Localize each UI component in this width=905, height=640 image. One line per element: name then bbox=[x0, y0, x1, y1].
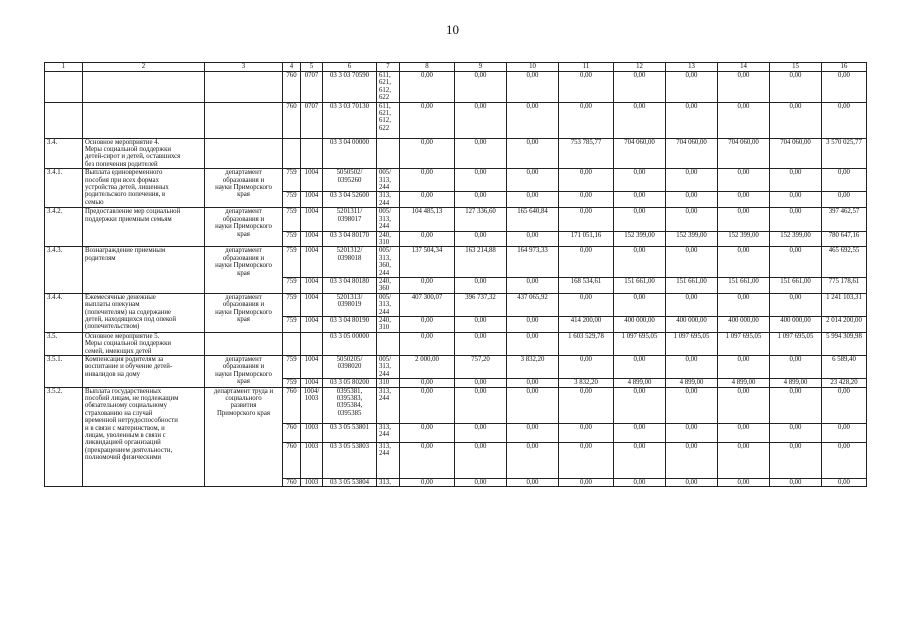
grbs-cell: 760 bbox=[283, 102, 301, 138]
grbs-cell: 759 bbox=[283, 293, 301, 316]
amount-cell: 0,00 bbox=[666, 356, 718, 379]
section-code-cell: 1003 bbox=[301, 423, 323, 442]
target-article-cell: 03 3 04 80190 bbox=[323, 316, 377, 332]
section-code-cell bbox=[301, 332, 323, 355]
amount-cell: 152 399,00 bbox=[666, 231, 718, 247]
amount-cell: 0,00 bbox=[666, 247, 718, 278]
expense-type-cell: 005/ 313, 244 bbox=[377, 208, 400, 231]
amount-cell: 151 661,00 bbox=[718, 277, 770, 293]
amount-cell: 0,00 bbox=[666, 72, 718, 103]
section-code-cell: 1004 bbox=[301, 379, 323, 387]
amount-cell: 0,00 bbox=[666, 169, 718, 192]
amount-cell: 0,00 bbox=[822, 102, 867, 138]
amount-cell: 0,00 bbox=[507, 332, 559, 355]
grbs-cell bbox=[283, 138, 301, 169]
amount-cell: 0,00 bbox=[455, 192, 507, 208]
amount-cell: 0,00 bbox=[455, 379, 507, 387]
column-number-row bbox=[45, 63, 867, 72]
amount-cell: 0,00 bbox=[822, 423, 867, 442]
expense-type-cell: 005/ 313, 244 bbox=[377, 293, 400, 316]
amount-cell: 0,00 bbox=[614, 247, 666, 278]
amount-cell: 704 060,00 bbox=[614, 138, 666, 169]
column-number: 13 bbox=[666, 63, 718, 72]
amount-cell: 0,00 bbox=[559, 442, 614, 478]
expense-type-cell: 310 bbox=[377, 379, 400, 387]
amount-cell: 163 214,88 bbox=[455, 247, 507, 278]
amount-cell: 104 485,13 bbox=[400, 208, 455, 231]
amount-cell: 0,00 bbox=[507, 277, 559, 293]
amount-cell: 0,00 bbox=[455, 316, 507, 332]
column-number: 10 bbox=[507, 63, 559, 72]
target-article-cell: 03 3 04 80170 bbox=[323, 231, 377, 247]
amount-cell: 0,00 bbox=[559, 72, 614, 103]
section-code-cell: 0707 bbox=[301, 102, 323, 138]
amount-cell: 400 000,00 bbox=[718, 316, 770, 332]
amount-cell: 0,00 bbox=[614, 356, 666, 379]
expense-type-cell: 313, 244 bbox=[377, 423, 400, 442]
amount-cell: 0,00 bbox=[507, 316, 559, 332]
executor-cell: департамент образования и науки Приморского края bbox=[205, 208, 283, 247]
section-code-cell: 1004 bbox=[301, 208, 323, 231]
amount-cell: 4 899,00 bbox=[718, 379, 770, 387]
target-article-cell: 03 3 04 00000 bbox=[323, 138, 377, 169]
amount-cell: 4 899,00 bbox=[666, 379, 718, 387]
expense-type-cell: 240, 360 bbox=[377, 277, 400, 293]
amount-cell: 0,00 bbox=[455, 169, 507, 192]
amount-cell: 1 097 695,05 bbox=[666, 332, 718, 355]
expense-type-cell: 005/ 313, 244 bbox=[377, 169, 400, 192]
amount-cell: 0,00 bbox=[455, 102, 507, 138]
amount-cell: 0,00 bbox=[559, 247, 614, 278]
table-body bbox=[45, 72, 867, 487]
amount-cell: 0,00 bbox=[718, 102, 770, 138]
amount-cell: 0,00 bbox=[559, 423, 614, 442]
column-number: 6 bbox=[323, 63, 377, 72]
amount-cell: 0,00 bbox=[770, 247, 822, 278]
amount-cell: 0,00 bbox=[666, 423, 718, 442]
amount-cell: 0,00 bbox=[666, 192, 718, 208]
amount-cell: 407 300,07 bbox=[400, 293, 455, 316]
amount-cell: 0,00 bbox=[507, 102, 559, 138]
amount-cell: 757,20 bbox=[455, 356, 507, 379]
grbs-cell: 759 bbox=[283, 247, 301, 278]
table-row bbox=[45, 387, 867, 423]
executor-cell: департамент труда и социального развития Приморского края bbox=[205, 387, 283, 486]
table-row bbox=[45, 138, 867, 169]
amount-cell: 0,00 bbox=[400, 277, 455, 293]
amount-cell: 704 060,00 bbox=[718, 138, 770, 169]
amount-cell: 414 200,00 bbox=[559, 316, 614, 332]
amount-cell: 0,00 bbox=[455, 387, 507, 423]
amount-cell: 0,00 bbox=[455, 332, 507, 355]
column-number: 12 bbox=[614, 63, 666, 72]
amount-cell: 0,00 bbox=[455, 478, 507, 486]
amount-cell: 4 899,00 bbox=[614, 379, 666, 387]
amount-cell: 0,00 bbox=[559, 356, 614, 379]
item-code-cell: 3.4. bbox=[45, 138, 83, 169]
amount-cell: 23 428,20 bbox=[822, 379, 867, 387]
amount-cell: 3 832,20 bbox=[507, 356, 559, 379]
amount-cell: 1 097 695,05 bbox=[770, 332, 822, 355]
item-name-cell: Вознаграждение приемным родителям bbox=[83, 247, 205, 293]
grbs-cell: 759 bbox=[283, 192, 301, 208]
item-code-cell: 3.4.4. bbox=[45, 293, 83, 332]
item-name-cell: Выплата единовременного пособия при всех формах устройства детей, лишенных родительского попечения, в семью bbox=[83, 169, 205, 208]
amount-cell: 5 994 309,98 bbox=[822, 332, 867, 355]
amount-cell: 0,00 bbox=[400, 231, 455, 247]
amount-cell: 152 399,00 bbox=[770, 231, 822, 247]
amount-cell: 0,00 bbox=[400, 72, 455, 103]
amount-cell: 152 399,00 bbox=[718, 231, 770, 247]
amount-cell: 0,00 bbox=[507, 231, 559, 247]
amount-cell: 0,00 bbox=[455, 72, 507, 103]
section-code-cell: 1004 bbox=[301, 277, 323, 293]
amount-cell: 0,00 bbox=[770, 208, 822, 231]
amount-cell: 0,00 bbox=[770, 169, 822, 192]
item-name-cell bbox=[83, 102, 205, 138]
executor-cell bbox=[205, 72, 283, 103]
grbs-cell: 760 bbox=[283, 423, 301, 442]
amount-cell: 2 014 200,00 bbox=[822, 316, 867, 332]
page-number: 10 bbox=[446, 22, 459, 37]
amount-cell: 0,00 bbox=[718, 442, 770, 478]
amount-cell: 0,00 bbox=[718, 387, 770, 423]
amount-cell: 0,00 bbox=[400, 423, 455, 442]
amount-cell: 1 241 103,31 bbox=[822, 293, 867, 316]
item-name-cell bbox=[83, 72, 205, 103]
amount-cell: 0,00 bbox=[400, 102, 455, 138]
amount-cell: 0,00 bbox=[614, 169, 666, 192]
amount-cell: 168 534,61 bbox=[559, 277, 614, 293]
amount-cell: 400 000,00 bbox=[770, 316, 822, 332]
item-code-cell bbox=[45, 72, 83, 103]
amount-cell: 0,00 bbox=[400, 478, 455, 486]
amount-cell: 0,00 bbox=[770, 478, 822, 486]
executor-cell: департамент образования и науки Приморского края bbox=[205, 169, 283, 208]
target-article-cell: 03 3 03 70590 bbox=[323, 72, 377, 103]
grbs-cell: 759 bbox=[283, 231, 301, 247]
section-code-cell: 1004 bbox=[301, 356, 323, 379]
item-code-cell: 3.4.2. bbox=[45, 208, 83, 247]
target-article-cell: 03 3 05 53801 bbox=[323, 423, 377, 442]
amount-cell: 0,00 bbox=[718, 192, 770, 208]
grbs-cell: 759 bbox=[283, 356, 301, 379]
amount-cell: 3 832,20 bbox=[559, 379, 614, 387]
amount-cell: 151 661,00 bbox=[666, 277, 718, 293]
column-number: 5 bbox=[301, 63, 323, 72]
item-code-cell bbox=[45, 102, 83, 138]
item-code-cell: 3.5.2. bbox=[45, 387, 83, 486]
target-article-cell: 03 3 05 00000 bbox=[323, 332, 377, 355]
executor-cell: департамент образования и науки Приморского края bbox=[205, 247, 283, 293]
table-row bbox=[45, 332, 867, 355]
amount-cell: 0,00 bbox=[718, 247, 770, 278]
amount-cell: 0,00 bbox=[614, 423, 666, 442]
amount-cell: 0,00 bbox=[455, 442, 507, 478]
expense-type-cell: 313, bbox=[377, 478, 400, 486]
target-article-cell: 0395381, 0395383, 0395384, 0395385 bbox=[323, 387, 377, 423]
amount-cell: 780 647,16 bbox=[822, 231, 867, 247]
item-code-cell: 3.4.3. bbox=[45, 247, 83, 293]
amount-cell: 0,00 bbox=[614, 387, 666, 423]
amount-cell: 0,00 bbox=[770, 387, 822, 423]
amount-cell: 0,00 bbox=[718, 72, 770, 103]
amount-cell: 0,00 bbox=[770, 192, 822, 208]
amount-cell: 0,00 bbox=[666, 478, 718, 486]
amount-cell: 0,00 bbox=[666, 102, 718, 138]
amount-cell: 4 899,00 bbox=[770, 379, 822, 387]
amount-cell: 0,00 bbox=[666, 293, 718, 316]
table-row bbox=[45, 169, 867, 192]
amount-cell: 0,00 bbox=[455, 277, 507, 293]
amount-cell: 0,00 bbox=[400, 387, 455, 423]
target-article-cell: 5201313/ 0398019 bbox=[323, 293, 377, 316]
executor-cell: департамент образования и науки Приморского края bbox=[205, 356, 283, 388]
amount-cell: 0,00 bbox=[507, 387, 559, 423]
item-name-cell: Предоставление мер социальной поддержки приемным семьям bbox=[83, 208, 205, 247]
amount-cell: 0,00 bbox=[400, 442, 455, 478]
amount-cell: 0,00 bbox=[614, 442, 666, 478]
table-row bbox=[45, 208, 867, 231]
amount-cell: 0,00 bbox=[614, 478, 666, 486]
amount-cell: 0,00 bbox=[822, 478, 867, 486]
expense-type-cell: 240, 310 bbox=[377, 316, 400, 332]
amount-cell: 0,00 bbox=[718, 423, 770, 442]
amount-cell: 0,00 bbox=[400, 192, 455, 208]
target-article-cell: 03 3 05 53804 bbox=[323, 478, 377, 486]
amount-cell: 0,00 bbox=[822, 169, 867, 192]
amount-cell: 165 640,84 bbox=[507, 208, 559, 231]
amount-cell: 0,00 bbox=[559, 102, 614, 138]
item-name-cell: Ежемесячные денежные выплаты опекунам (попечителям) на содержание детей, находящихся под опекой (попечительством) bbox=[83, 293, 205, 332]
item-name-cell: Основное мероприятие 5. Меры социальной поддержки семей, имеющих детей bbox=[83, 332, 205, 355]
executor-cell: департамент образования и науки Приморского края bbox=[205, 293, 283, 332]
amount-cell: 0,00 bbox=[718, 208, 770, 231]
column-number: 11 bbox=[559, 63, 614, 72]
grbs-cell: 760 bbox=[283, 387, 301, 423]
column-number: 8 bbox=[400, 63, 455, 72]
amount-cell: 151 661,00 bbox=[770, 277, 822, 293]
section-code-cell: 0707 bbox=[301, 72, 323, 103]
amount-cell: 0,00 bbox=[507, 72, 559, 103]
table-row bbox=[45, 247, 867, 278]
target-article-cell: 03 3 03 70130 bbox=[323, 102, 377, 138]
column-number: 2 bbox=[83, 63, 205, 72]
amount-cell: 0,00 bbox=[400, 379, 455, 387]
amount-cell: 0,00 bbox=[507, 169, 559, 192]
amount-cell: 0,00 bbox=[614, 102, 666, 138]
amount-cell: 0,00 bbox=[718, 169, 770, 192]
section-code-cell: 1003 bbox=[301, 478, 323, 486]
section-code-cell: 1004/ 1003 bbox=[301, 387, 323, 423]
expense-type-cell: 240, 310 bbox=[377, 231, 400, 247]
amount-cell: 396 737,32 bbox=[455, 293, 507, 316]
table-row bbox=[45, 293, 867, 316]
item-name-cell: Основное мероприятие 4. Меры социальной поддержки детей-сирот и детей, оставшихся без попечения родителей bbox=[83, 138, 205, 169]
amount-cell: 400 000,00 bbox=[666, 316, 718, 332]
amount-cell: 0,00 bbox=[507, 423, 559, 442]
amount-cell: 0,00 bbox=[614, 208, 666, 231]
amount-cell: 1 097 695,05 bbox=[614, 332, 666, 355]
amount-cell: 465 692,55 bbox=[822, 247, 867, 278]
section-code-cell: 1004 bbox=[301, 293, 323, 316]
target-article-cell: 5201311/ 0398017 bbox=[323, 208, 377, 231]
column-number: 4 bbox=[283, 63, 301, 72]
amount-cell: 137 504,34 bbox=[400, 247, 455, 278]
amount-cell: 0,00 bbox=[614, 293, 666, 316]
column-number: 14 bbox=[718, 63, 770, 72]
section-code-cell: 1004 bbox=[301, 316, 323, 332]
amount-cell: 0,00 bbox=[455, 423, 507, 442]
amount-cell: 127 336,60 bbox=[455, 208, 507, 231]
target-article-cell: 03 3 04 80180 bbox=[323, 277, 377, 293]
table-row bbox=[45, 356, 867, 379]
item-code-cell: 3.4.1. bbox=[45, 169, 83, 208]
target-article-cell: 5201312/ 0398018 bbox=[323, 247, 377, 278]
column-number: 1 bbox=[45, 63, 83, 72]
column-number: 16 bbox=[822, 63, 867, 72]
amount-cell: 3 570 025,77 bbox=[822, 138, 867, 169]
target-article-cell: 03 3 05 80200 bbox=[323, 379, 377, 387]
amount-cell: 0,00 bbox=[559, 169, 614, 192]
amount-cell: 397 462,57 bbox=[822, 208, 867, 231]
amount-cell: 6 589,40 bbox=[822, 356, 867, 379]
target-article-cell: 03 3 05 53803 bbox=[323, 442, 377, 478]
grbs-cell: 759 bbox=[283, 208, 301, 231]
section-code-cell: 1004 bbox=[301, 231, 323, 247]
target-article-cell: 5050502/ 0395260 bbox=[323, 169, 377, 192]
amount-cell: 0,00 bbox=[614, 72, 666, 103]
budget-table bbox=[44, 62, 867, 487]
section-code-cell bbox=[301, 138, 323, 169]
amount-cell: 0,00 bbox=[770, 423, 822, 442]
item-name-cell: Выплата государственных пособий лицам, не подлежащим обязательному социальному страхованию на случай временной нетрудоспособности и в связи с материнством, и лицам, уволенным в связи с ликвидацией организаций (прекращением деятельности, полномочий физическими bbox=[83, 387, 205, 486]
grbs-cell: 759 bbox=[283, 277, 301, 293]
grbs-cell: 759 bbox=[283, 316, 301, 332]
amount-cell: 0,00 bbox=[455, 138, 507, 169]
amount-cell: 0,00 bbox=[559, 192, 614, 208]
amount-cell: 0,00 bbox=[718, 293, 770, 316]
expense-type-cell: 313, 244 bbox=[377, 442, 400, 478]
expense-type-cell: 611, 621, 612, 622 bbox=[377, 102, 400, 138]
amount-cell: 437 065,92 bbox=[507, 293, 559, 316]
amount-cell: 0,00 bbox=[718, 478, 770, 486]
amount-cell: 0,00 bbox=[559, 478, 614, 486]
amount-cell: 753 785,77 bbox=[559, 138, 614, 169]
grbs-cell: 759 bbox=[283, 169, 301, 192]
section-code-cell: 1004 bbox=[301, 247, 323, 278]
amount-cell: 0,00 bbox=[507, 138, 559, 169]
expense-type-cell: 005/ 313, 360, 244 bbox=[377, 247, 400, 278]
amount-cell: 164 973,33 bbox=[507, 247, 559, 278]
column-number: 9 bbox=[455, 63, 507, 72]
amount-cell: 775 178,61 bbox=[822, 277, 867, 293]
amount-cell: 0,00 bbox=[614, 192, 666, 208]
amount-cell: 0,00 bbox=[770, 102, 822, 138]
amount-cell: 1 603 529,78 bbox=[559, 332, 614, 355]
amount-cell: 0,00 bbox=[822, 192, 867, 208]
amount-cell: 152 399,00 bbox=[614, 231, 666, 247]
amount-cell: 0,00 bbox=[400, 316, 455, 332]
item-code-cell: 3.5. bbox=[45, 332, 83, 355]
amount-cell: 0,00 bbox=[400, 332, 455, 355]
amount-cell: 0,00 bbox=[770, 293, 822, 316]
expense-type-cell bbox=[377, 138, 400, 169]
column-number: 15 bbox=[770, 63, 822, 72]
executor-cell bbox=[205, 332, 283, 355]
amount-cell: 0,00 bbox=[718, 356, 770, 379]
amount-cell: 0,00 bbox=[559, 208, 614, 231]
amount-cell: 0,00 bbox=[507, 192, 559, 208]
section-code-cell: 1004 bbox=[301, 192, 323, 208]
amount-cell: 0,00 bbox=[822, 442, 867, 478]
expense-type-cell: 005/ 313, 244 bbox=[377, 356, 400, 379]
executor-cell bbox=[205, 138, 283, 169]
amount-cell: 0,00 bbox=[559, 387, 614, 423]
section-code-cell: 1004 bbox=[301, 169, 323, 192]
amount-cell: 0,00 bbox=[770, 442, 822, 478]
grbs-cell bbox=[283, 332, 301, 355]
amount-cell: 0,00 bbox=[400, 138, 455, 169]
amount-cell: 0,00 bbox=[507, 478, 559, 486]
amount-cell: 1 097 695,05 bbox=[718, 332, 770, 355]
grbs-cell: 759 bbox=[283, 379, 301, 387]
item-name-cell: Компенсация родителям за воспитание и обучение детей- инвалидов на дому bbox=[83, 356, 205, 388]
column-number: 3 bbox=[205, 63, 283, 72]
amount-cell: 704 060,00 bbox=[666, 138, 718, 169]
amount-cell: 0,00 bbox=[507, 379, 559, 387]
amount-cell: 0,00 bbox=[559, 293, 614, 316]
target-article-cell: 03 3 04 52600 bbox=[323, 192, 377, 208]
target-article-cell: 5050205/ 0398020 bbox=[323, 356, 377, 379]
expense-type-cell bbox=[377, 332, 400, 355]
amount-cell: 0,00 bbox=[400, 169, 455, 192]
expense-type-cell: 611, 621, 612, 622 bbox=[377, 72, 400, 103]
amount-cell: 0,00 bbox=[666, 442, 718, 478]
amount-cell: 400 000,00 bbox=[614, 316, 666, 332]
expense-type-cell: 313, 244 bbox=[377, 387, 400, 423]
table-row bbox=[45, 102, 867, 138]
amount-cell: 0,00 bbox=[666, 387, 718, 423]
grbs-cell: 760 bbox=[283, 72, 301, 103]
executor-cell bbox=[205, 102, 283, 138]
item-code-cell: 3.5.1. bbox=[45, 356, 83, 388]
grbs-cell: 760 bbox=[283, 478, 301, 486]
amount-cell: 0,00 bbox=[455, 231, 507, 247]
expense-type-cell: 313, 244 bbox=[377, 192, 400, 208]
amount-cell: 0,00 bbox=[822, 387, 867, 423]
amount-cell: 0,00 bbox=[666, 208, 718, 231]
amount-cell: 2 000,00 bbox=[400, 356, 455, 379]
amount-cell: 0,00 bbox=[770, 72, 822, 103]
amount-cell: 0,00 bbox=[822, 72, 867, 103]
column-number: 7 bbox=[377, 63, 400, 72]
table-row bbox=[45, 72, 867, 103]
amount-cell: 704 060,00 bbox=[770, 138, 822, 169]
amount-cell: 0,00 bbox=[770, 356, 822, 379]
section-code-cell: 1003 bbox=[301, 442, 323, 478]
amount-cell: 151 661,00 bbox=[614, 277, 666, 293]
amount-cell: 171 051,16 bbox=[559, 231, 614, 247]
grbs-cell: 760 bbox=[283, 442, 301, 478]
amount-cell: 0,00 bbox=[507, 442, 559, 478]
